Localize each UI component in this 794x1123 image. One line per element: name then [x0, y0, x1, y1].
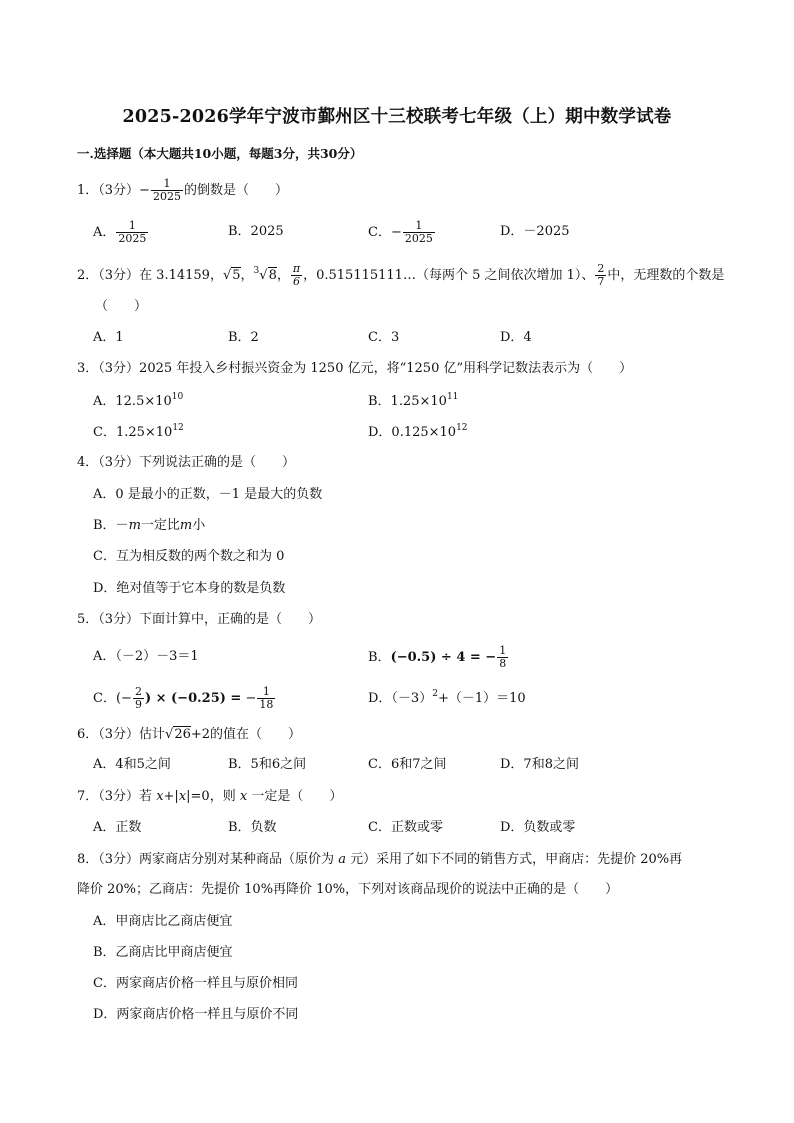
q3-option-a: A．$12.5\times 10^{10}$	[93, 392, 184, 409]
q2-option-a: A．1	[93, 330, 124, 345]
q7-option-a: A．正数	[93, 820, 142, 835]
q6-option-b: B．5和6之间	[228, 757, 307, 772]
question-3: 3．（3分）2025 年投入乡村振兴资金为 1250 亿元，将“1250 亿”用科学记数法表示为（ ）	[77, 361, 633, 376]
question-8-line-1: 8．（3分）两家商店分别对某种商品（原价为 a 元）采用了如下不同的销售方式，甲商店：先提价 20%再	[77, 852, 683, 867]
q8-option-d: D．两家商店价格一样且与原价不同	[93, 1007, 299, 1022]
question-4: 4．（3分）下列说法正确的是（ ）	[77, 455, 296, 470]
q1-option-d: D．－2025	[500, 224, 570, 239]
question-8-line-2: 降价 20%；乙商店：先提价 10%再降价 10%，下列对该商品现价的说法中正确的是（ ）	[77, 882, 619, 897]
q2-option-c: C．3	[368, 330, 400, 345]
question-5: 5．（3分）下面计算中，正确的是（ ）	[77, 612, 322, 627]
q6-option-d: D．7和8之间	[500, 757, 579, 772]
question-6: 6．（3分）估计√26+2的值在（ ）	[77, 725, 301, 745]
q3-option-c: C．$1.25\times 10^{12}$	[93, 423, 184, 440]
q2-option-d: D．4	[500, 330, 532, 345]
q2-blank: （ ）	[95, 299, 148, 314]
q7-option-d: D．负数或零	[500, 820, 576, 835]
q7-option-c: C．正数或零	[368, 820, 443, 835]
q2-sqrt5: √5	[222, 268, 241, 283]
q5-option-b: B．(−0.5) ÷ 4 = − $\frac{1}{8}$	[368, 644, 507, 670]
q4-option-a: A．0 是最小的正数，－1 是最大的负数	[93, 487, 323, 502]
q1-option-b: B．2025	[228, 224, 284, 239]
q1-fraction: $\frac{1}{2025}$	[152, 177, 181, 203]
q8-option-a: A．甲商店比乙商店便宜	[93, 914, 233, 929]
q2-pi-fraction: $\frac{\pi}{6}$	[292, 262, 301, 288]
q1-number: 1．（3分）	[77, 183, 140, 198]
q5-option-d: D．$(-3)^2+(-1)=10$	[368, 689, 526, 706]
q7-option-b: B．负数	[228, 820, 277, 835]
q6-sqrt26: √26	[165, 727, 191, 742]
q4-option-d: D．绝对值等于它本身的数是负数	[93, 581, 286, 596]
q4-option-c: C．互为相反数的两个数之和为 0	[93, 549, 285, 564]
q1-text: 的倒数是（ ）	[183, 183, 288, 198]
question-7: 7．（3分）若 x+|x|=0，则 x 一定是（ ）	[77, 789, 343, 804]
q1-minus: −	[139, 183, 150, 198]
q5-option-c: C．(− $\frac{2}{9}$ ) × (−0.25) = − $\frac{1}{18}$	[93, 685, 274, 711]
q3-option-d: D．$0.125\times 10^{12}$	[368, 423, 468, 440]
question-2: 2．（3分）在 3.14159，√5，$^3$√8， $\frac{\pi}{6}$ ，0.515115111…（每两个 5 之间依次增加 1）、 $\frac{2}{7}$ 中，无理数的个数是	[77, 262, 725, 288]
q2-cbrt8: $^3$√8	[253, 266, 277, 283]
q3-option-b: B．$1.25\times 10^{11}$	[368, 392, 459, 409]
q8-option-c: C．两家商店价格一样且与原价相同	[93, 976, 298, 991]
question-1	[77, 178, 288, 203]
q4-option-b: B．－m一定比m小	[93, 518, 206, 533]
section-heading: 一.选择题（本大题共10小题，每题3分，共30分）	[77, 146, 363, 161]
q8-option-b: B．乙商店比甲商店便宜	[93, 945, 233, 960]
q1-option-a: A． $\frac{1}{2025}$	[93, 219, 147, 245]
q2-option-b: B．2	[228, 330, 259, 345]
q6-option-a: A．4和5之间	[93, 757, 171, 772]
q6-option-c: C．6和7之间	[368, 757, 447, 772]
q1-option-c: C．− $\frac{1}{2025}$	[368, 219, 433, 245]
q5-option-a: A．（－2）－3＝1	[93, 649, 199, 664]
page-title: 2025-2026学年宁波市鄞州区十三校联考七年级（上）期中数学试卷	[122, 107, 672, 127]
q2-fraction: $\frac{2}{7}$	[597, 262, 605, 288]
